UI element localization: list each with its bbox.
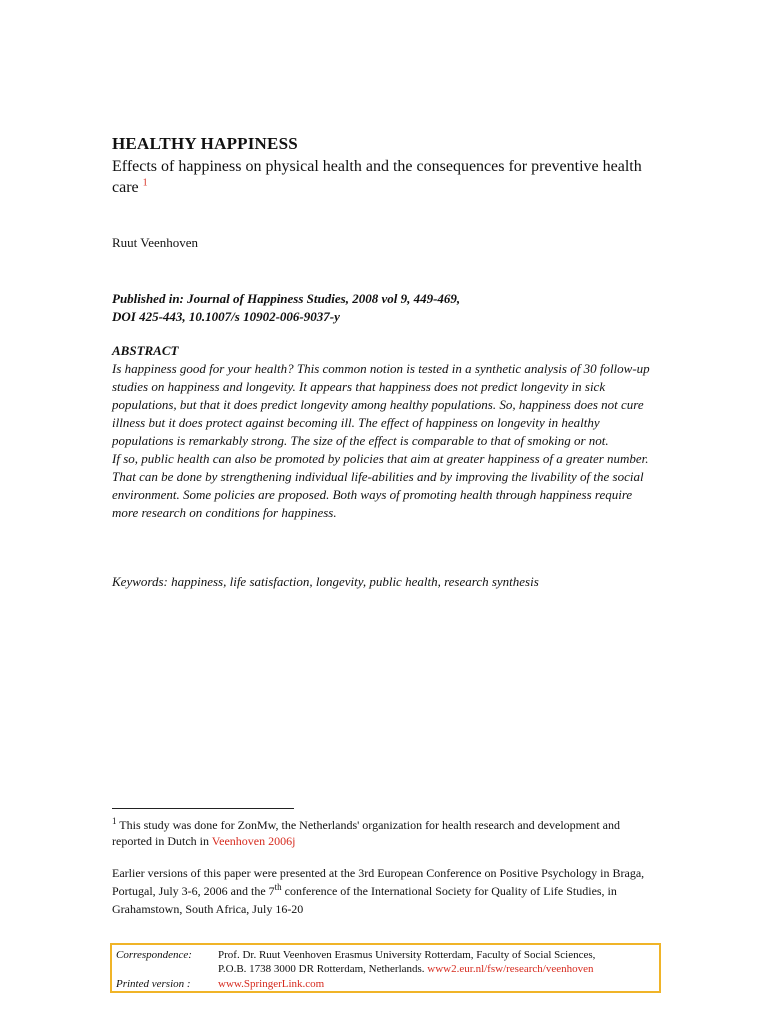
publication-info — [112, 290, 460, 326]
correspondence-address-line-1: Prof. Dr. Ruut Veenhoven Erasmus University Rotterdam, Faculty of Social Sciences, — [218, 949, 596, 961]
publication-line-1: Published in: Journal of Happiness Studies, 2008 vol 9, 449-469, — [112, 291, 461, 306]
earlier-versions-note — [112, 864, 662, 918]
paper-subtitle — [112, 156, 672, 198]
correspondence-address-line-2 — [218, 962, 593, 976]
correspondence-url-link[interactable]: www2.eur.nl/fsw/research/veenhoven — [427, 963, 594, 975]
abstract-paragraph-2: If so, public health can also be promoted by policies that aim at greater happiness of a greater number. That can be done by strengthening individual life-abilities and by improving the livability of the social environment. Some policies are proposed. Both ways of promoting health through happiness require more research on conditions for happiness. — [112, 451, 649, 520]
footnote-text: This study was done for ZonMw, the Netherlands' organization for health research and development and reported in Dutch in — [112, 818, 620, 848]
printed-version-link[interactable]: www.SpringerLink.com — [218, 978, 325, 990]
subtitle-text: Effects of happiness on physical health and the consequences for preventive health care — [112, 158, 642, 196]
author-name: Ruut Veenhoven — [112, 235, 199, 250]
correspondence-box — [110, 943, 661, 993]
ordinal-suffix: th — [274, 882, 282, 892]
publication-line-2: DOI 425-443, 10.1007/s 10902-006-9037-y — [112, 309, 340, 324]
footnote-link[interactable]: Veenhoven 2006j — [211, 834, 296, 848]
earlier-versions-part2: conference of the International Society for Quality of Life Studies, in Grahamstown, South Africa, July 16-20 — [112, 884, 617, 916]
keywords: Keywords: happiness, life satisfaction, longevity, public health, research synthesis — [112, 574, 539, 589]
footnote-marker: 1 — [112, 816, 117, 826]
footnote-reference[interactable]: 1 — [142, 177, 148, 189]
abstract-paragraph-1: Is happiness good for your health? This common notion is tested in a synthetic analysis of 30 follow-up studies on happiness and longevity. It appears that happiness does not predict longevity in sick populations, but that it does predict longevity among healthy populations. So, happiness does not cure illness but it does protect against becoming ill. The effect of happiness on longevity in healthy populations is remarkably strong. The size of the effect is comparable to that of smoking or not. — [112, 361, 650, 448]
earlier-versions-part1: Earlier versions of this paper were presented at the 3rd European Conference on Positive Psychology in Braga, Portugal, July 3-6, 2006 and the 7 — [112, 866, 645, 898]
footnote-divider — [112, 808, 294, 809]
printed-version-label: Printed version : — [116, 978, 191, 990]
correspondence-postal: P.O.B. 1738 3000 DR Rotterdam, Netherlands. — [218, 963, 425, 975]
paper-title: HEALTHY HAPPINESS — [112, 134, 298, 153]
footnote — [112, 817, 652, 849]
correspondence-label: Correspondence: — [116, 949, 192, 961]
abstract-heading: ABSTRACT — [112, 343, 179, 358]
abstract-body — [112, 360, 658, 522]
